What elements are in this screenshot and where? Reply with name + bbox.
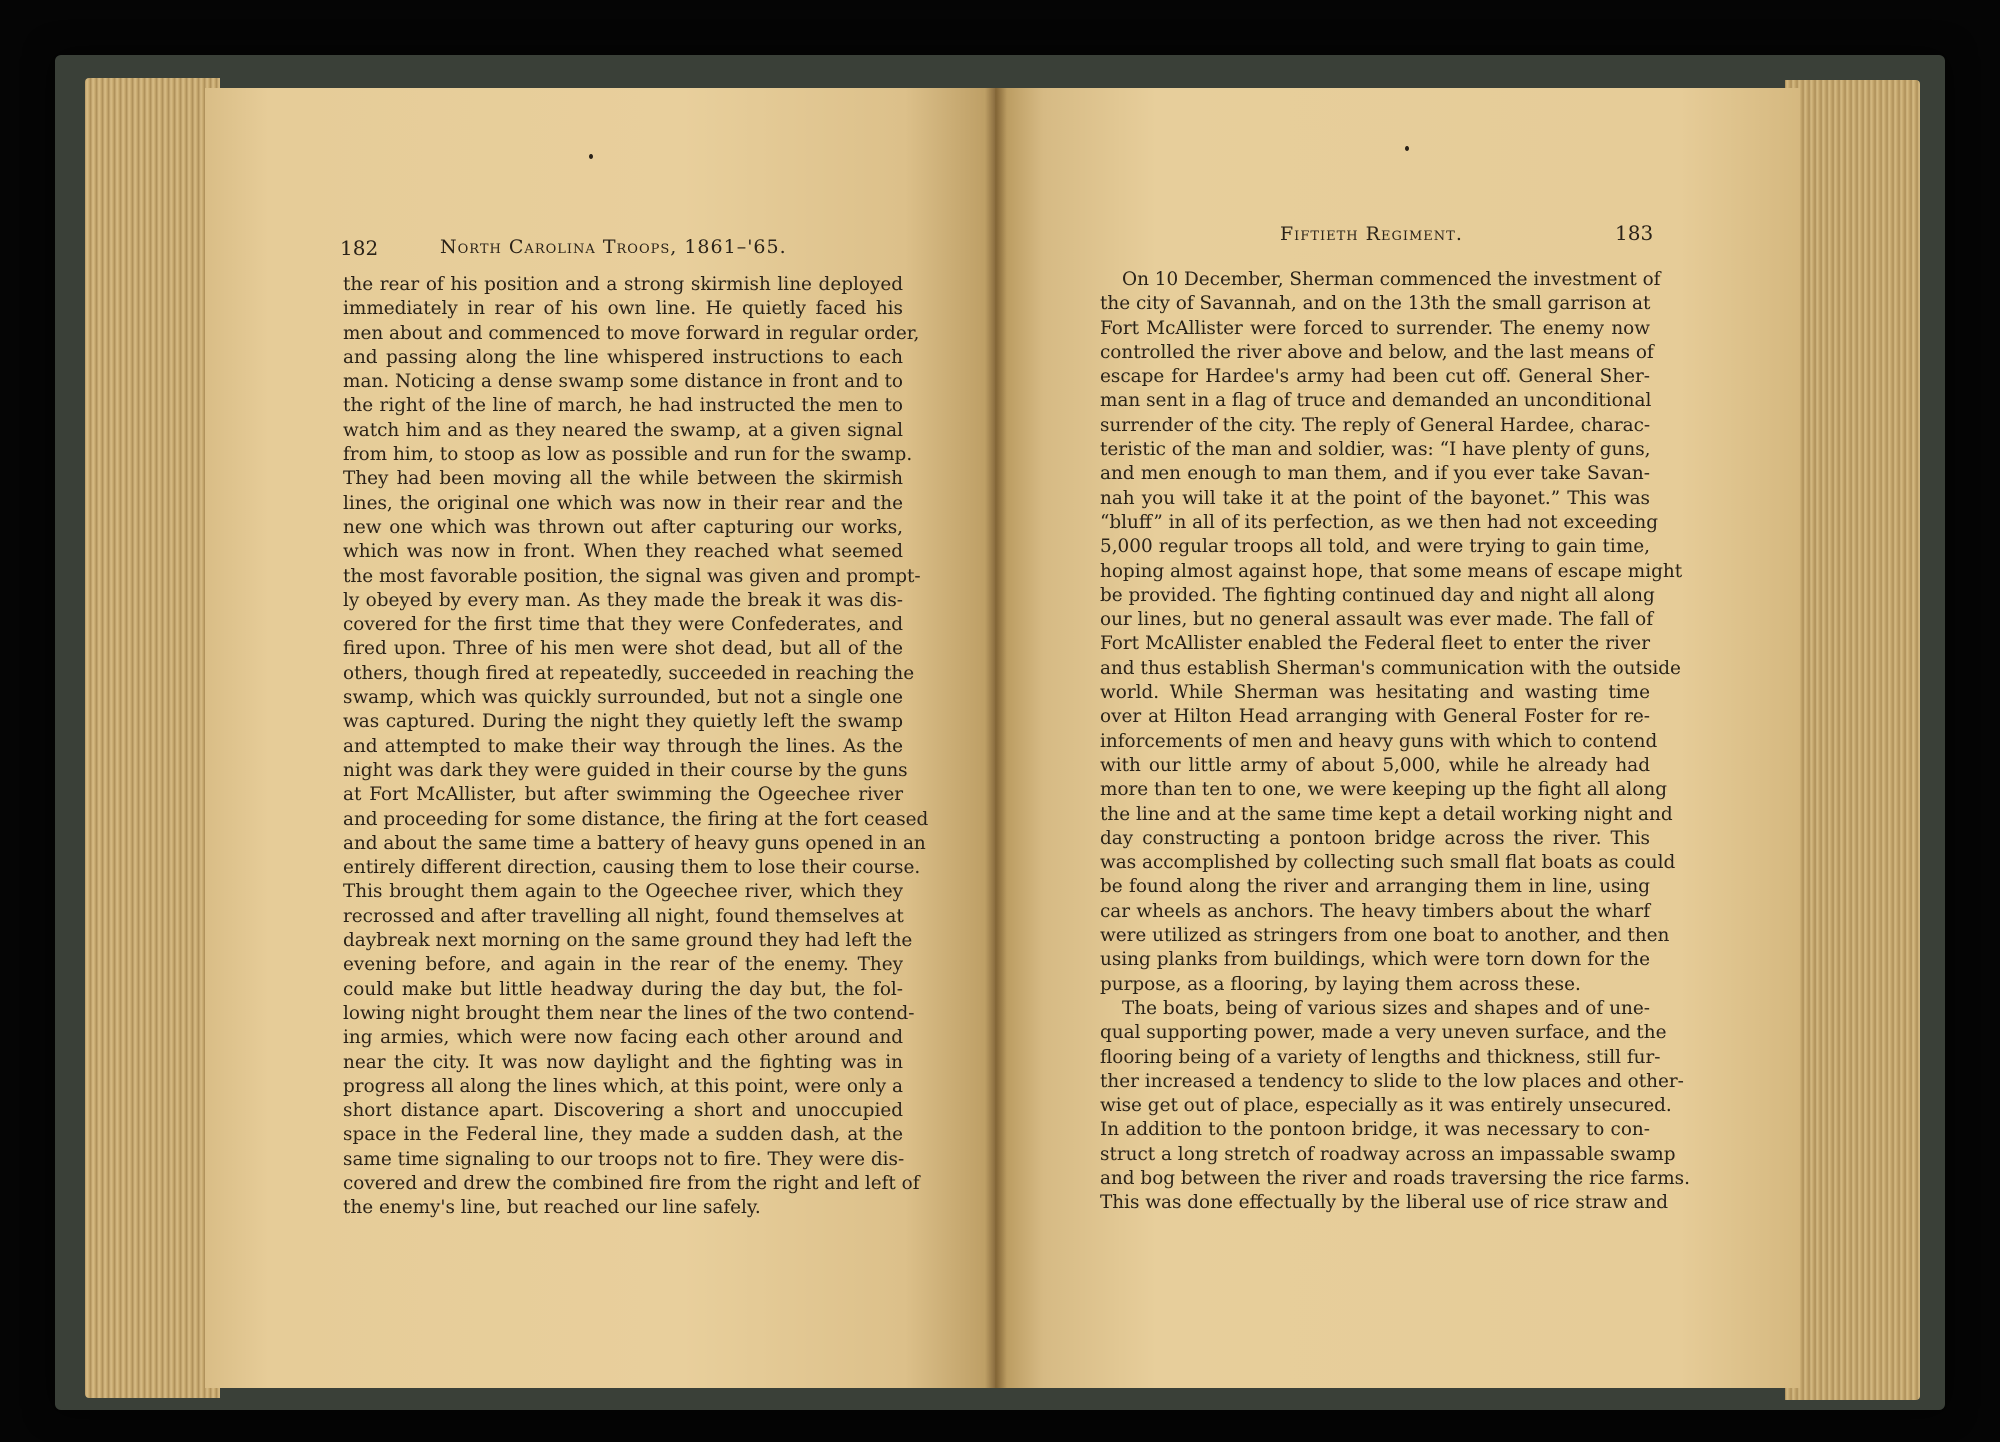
text-line: Fort McAllister were forced to surrender. The enemy now — [1100, 317, 1650, 339]
text-line: surrender of the city. The reply of General Hardee, charac- — [1100, 414, 1651, 436]
text-line: nah you will take it at the point of the bayonet.” This was — [1100, 487, 1650, 509]
right-page — [995, 88, 1800, 1388]
text-line: space in the Federal line, they made a sudden dash, at the — [343, 1124, 903, 1146]
text-line: and men enough to man them, and if you ever take Savan- — [1100, 463, 1650, 485]
page-edges-left — [85, 78, 220, 1398]
text-line: This brought them again to the Ogeechee river, which they — [343, 881, 903, 903]
left-running-head: North Carolina Troops, 1861–'65. — [440, 236, 787, 258]
text-line: the line and at the same time kept a detail working night and — [1100, 803, 1673, 825]
text-line: was accomplished by collecting such small flat boats as could — [1100, 852, 1676, 874]
text-line: In addition to the pontoon bridge, it was necessary to con- — [1100, 1119, 1650, 1141]
text-line: The boats, being of various sizes and shapes and of une- — [1122, 997, 1650, 1019]
text-line: the city of Savannah, and on the 13th the small garrison at — [1100, 293, 1651, 315]
text-line: struct a long stretch of roadway across an impassable swamp — [1100, 1143, 1676, 1165]
text-line: lowing night brought them near the lines of the two contend- — [343, 1002, 915, 1024]
text-line: On 10 December, Sherman commenced the investment of — [1122, 269, 1661, 290]
text-line: the enemy's line, but reached our line safely. — [343, 1197, 761, 1219]
text-line: were utilized as stringers from one boat to another, and then — [1100, 925, 1670, 947]
text-line: “bluff” in all of its perfection, as we then had not exceeding — [1100, 511, 1659, 533]
right-body-text — [1100, 268, 1690, 1216]
text-line: at Fort McAllister, but after swimming the Ogeechee river — [343, 784, 903, 806]
text-line: same time signaling to our troops not to fire. They were dis- — [343, 1148, 905, 1170]
text-line: ing armies, which were now facing each other around and — [343, 1027, 903, 1049]
text-line: night was dark they were guided in their course by the guns — [343, 759, 908, 781]
text-line: entirely different direction, causing them to lose their course. — [343, 857, 921, 879]
text-line: This was done effectually by the liberal use of rice straw and — [1100, 1192, 1669, 1214]
text-line: inforcements of men and heavy guns with which to contend — [1100, 730, 1658, 752]
text-line: from him, to stoop as low as possible and run for the swamp. — [343, 444, 913, 466]
text-line: which was now in front. When they reached what seemed — [343, 541, 903, 563]
book-gutter — [985, 88, 1007, 1388]
text-line: new one which was thrown out after capturing our works, — [343, 516, 903, 538]
text-line: hoping almost against hope, that some means of escape might — [1100, 560, 1683, 582]
right-page-number: 183 — [1615, 221, 1654, 245]
text-line: flooring being of a variety of lengths and thickness, still fur- — [1100, 1046, 1661, 1068]
text-line: progress all along the lines which, at this point, were only a — [343, 1075, 903, 1097]
text-line: immediately in rear of his own line. He quietly faced his — [343, 298, 903, 320]
text-line: man. Noticing a dense swamp some distance in front and to — [343, 371, 903, 393]
text-line: the right of the line of march, he had instructed the men to — [343, 395, 903, 417]
text-line: near the city. It was now daylight and the fighting was in — [343, 1051, 903, 1073]
text-line: and bog between the river and roads traversing the rice farms. — [1100, 1167, 1690, 1189]
text-line: was captured. During the night they quietly left the swamp — [343, 711, 903, 733]
text-line: with our little army of about 5,000, while he already had — [1100, 754, 1650, 776]
text-line: controlled the river above and below, and the last means of — [1100, 341, 1654, 363]
text-line: and attempted to make their way through the lines. As the — [343, 735, 903, 757]
text-line: daybreak next morning on the same ground they had left the — [343, 930, 913, 952]
text-line: Fort McAllister enabled the Federal fleet to enter the river — [1100, 633, 1650, 655]
text-line: and proceeding for some distance, the firing at the fort ceased — [343, 808, 929, 830]
text-line: covered and drew the combined fire from the right and left of — [343, 1172, 920, 1194]
text-line: others, though fired at repeatedly, succeeded in reaching the — [343, 662, 915, 684]
text-line: evening before, and again in the rear of the enemy. They — [343, 954, 903, 976]
text-line: and about the same time a battery of heavy guns opened in an — [343, 832, 926, 854]
text-line: 5,000 regular troops all told, and were trying to gain time, — [1100, 536, 1650, 558]
text-line: fired upon. Three of his men were shot dead, but all of the — [343, 638, 903, 660]
text-line: short distance apart. Discovering a short and unoccupied — [343, 1100, 903, 1122]
left-body-text — [343, 273, 929, 1221]
page-edges-right — [1785, 80, 1920, 1400]
left-page-number: 182 — [340, 236, 379, 260]
right-running-head: Fiftieth Regiment. — [1280, 223, 1463, 245]
text-line: man sent in a flag of truce and demanded an unconditional — [1100, 390, 1652, 412]
speck — [589, 154, 593, 159]
text-line: lines, the original one which was now in their rear and the — [343, 492, 903, 514]
text-line: more than ten to one, we were keeping up the fight all along — [1100, 779, 1667, 801]
text-line: watch him and as they neared the swamp, at a given signal — [343, 419, 903, 441]
text-line: purpose, as a flooring, by laying them across these. — [1100, 973, 1581, 995]
text-line: ly obeyed by every man. As they made the break it was dis- — [343, 589, 903, 611]
text-line: car wheels as anchors. The heavy timbers about the wharf — [1100, 900, 1650, 922]
text-line: recrossed and after travelling all night, found themselves at — [343, 905, 904, 927]
text-line: world. While Sherman was hesitating and wasting time — [1100, 682, 1650, 704]
text-line: men about and commenced to move forward in regular order, — [343, 322, 920, 344]
text-line: escape for Hardee's army had been cut off. General Sher- — [1100, 366, 1650, 388]
text-line: could make but little headway during the day but, the fol- — [343, 978, 903, 1000]
text-line: teristic of the man and soldier, was: “I have plenty of guns, — [1100, 439, 1651, 461]
text-line: the rear of his position and a strong skirmish line deployed — [343, 274, 903, 295]
text-line: over at Hilton Head arranging with General Foster for re- — [1100, 706, 1650, 728]
text-line: wise get out of place, especially as it was entirely unsecured. — [1100, 1095, 1672, 1117]
text-line: the most favorable position, the signal was given and prompt- — [343, 565, 921, 587]
left-page — [205, 88, 1000, 1388]
text-line: qual supporting power, made a very uneven surface, and the — [1100, 1022, 1667, 1044]
text-line: ther increased a tendency to slide to the low places and other- — [1100, 1070, 1684, 1092]
text-line: be found along the river and arranging them in line, using — [1100, 876, 1650, 898]
text-line: our lines, but no general assault was ever made. The fall of — [1100, 609, 1654, 631]
text-line: day constructing a pontoon bridge across the river. This — [1100, 827, 1650, 849]
text-line: be provided. The fighting continued day and night all along — [1100, 584, 1655, 606]
text-line: covered for the first time that they were Confederates, and — [343, 614, 903, 636]
text-line: swamp, which was quickly surrounded, but not a single one — [343, 687, 903, 709]
text-line: and thus establish Sherman's communication with the outside — [1100, 657, 1681, 679]
speck — [1405, 146, 1409, 151]
text-line: and passing along the line whispered instructions to each — [343, 346, 903, 368]
text-line: They had been moving all the while between the skirmish — [343, 468, 903, 490]
text-line: using planks from buildings, which were torn down for the — [1100, 949, 1650, 971]
